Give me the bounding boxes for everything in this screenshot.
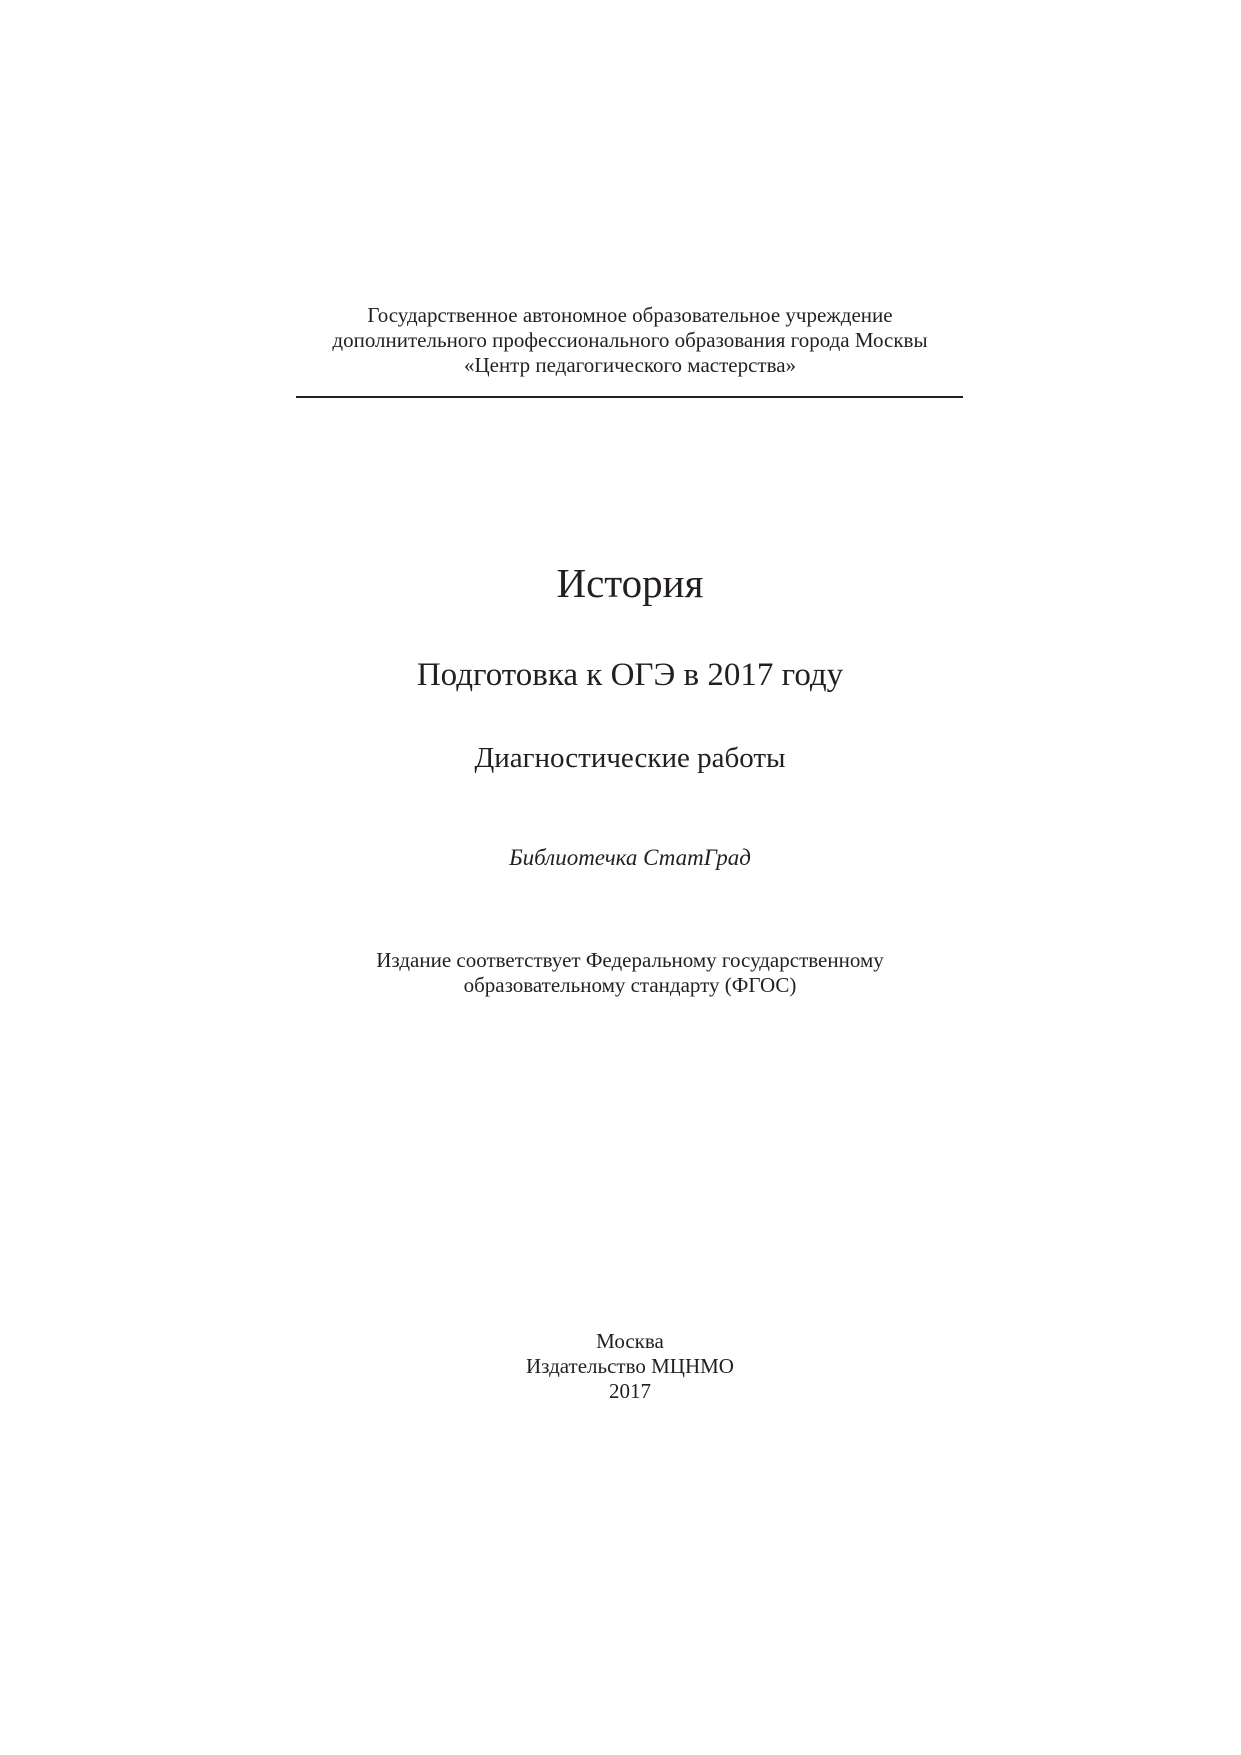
institution-line-3: «Центр педагогического мастерства» [463,353,797,377]
header-divider [296,396,963,398]
institution-line-1: Государственное автономное образовательное учреждение [367,303,893,327]
institution-header [0,303,1241,378]
series-name: Библиотечка СтатГрад [509,845,751,870]
imprint-publisher: Издательство МЦНМО [526,1354,734,1378]
book-subtitle-secondary: Диагностические работы [474,742,786,774]
book-subtitle: Подготовка к ОГЭ в 2017 году [416,657,844,693]
imprint [0,1329,1241,1404]
imprint-year: 2017 [609,1379,651,1403]
standard-note-line-1: Издание соответствует Федеральному государственному [376,948,884,972]
book-title: История [556,560,704,606]
imprint-city: Москва [596,1329,664,1353]
standard-note [0,948,1241,998]
standard-note-line-2: образовательному стандарту (ФГОС) [463,973,797,997]
institution-line-2: дополнительного профессионального образования города Москвы [332,328,928,352]
